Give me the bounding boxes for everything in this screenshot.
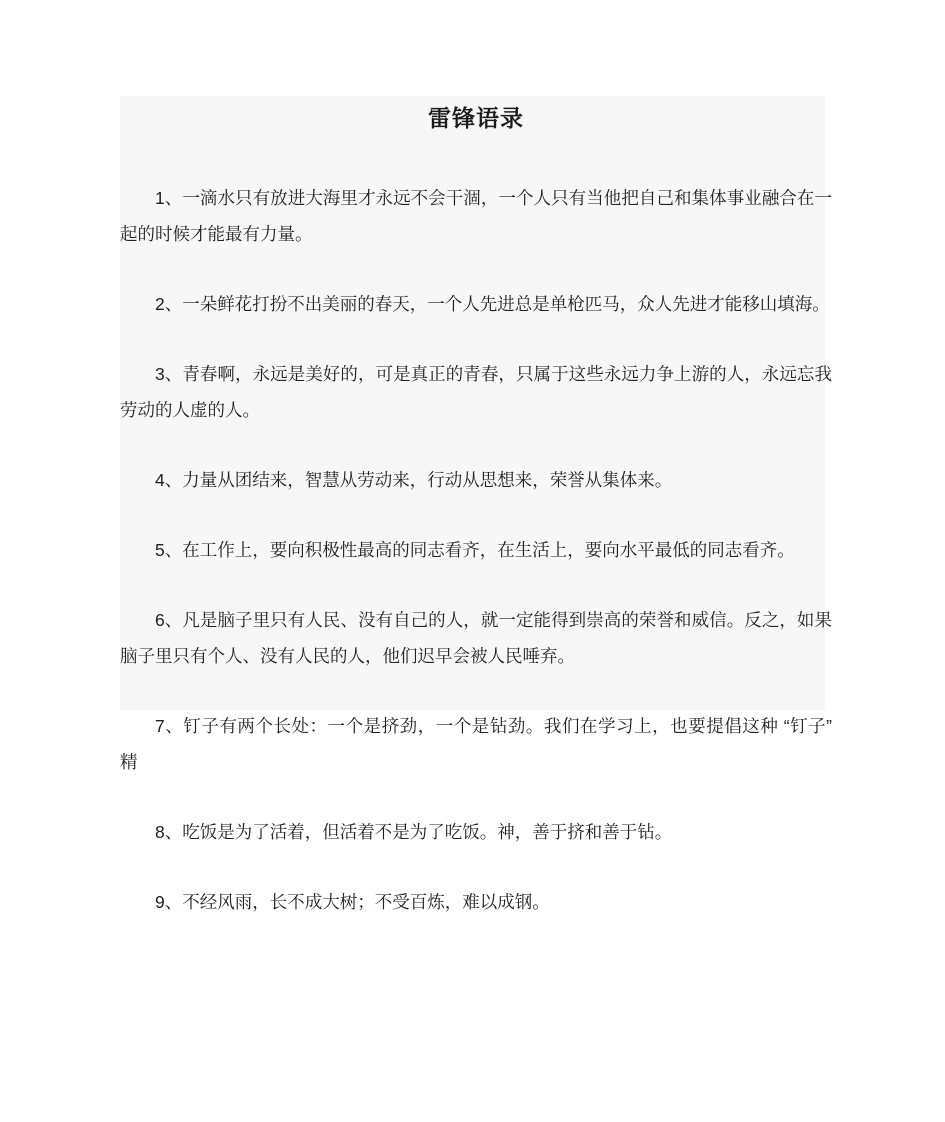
quote-paragraph-5: 5、在工作上，要向积极性最高的同志看齐，在生活上，要向水平最低的同志看齐。 [155, 540, 795, 560]
quote-paragraph-8: 8、吃饭是为了活着，但活着不是为了吃饭。神，善于挤和善于钻。 [155, 822, 673, 842]
document-content [120, 96, 832, 920]
quote-paragraph-4: 4、力量从团结来，智慧从劳动来，行动从思想来，荣誉从集体来。 [155, 470, 673, 490]
document-title: 雷锋语录 [428, 105, 524, 131]
quote-paragraph-2: 2、一朵鲜花打扮不出美丽的春天，一个人先进总是单枪匹马，众人先进才能移山填海。 [155, 294, 830, 314]
quote-paragraph-7: 7、钉子有两个长处：一个是挤劲，一个是钻劲。我们在学习上，也要提倡这种 “钉子” 精 [120, 716, 832, 772]
quote-paragraph-3: 3、青春啊，永远是美好的，可是真正的青春，只属于这些永远力争上游的人，永远忘我劳动的人虚的人。 [120, 364, 832, 420]
quote-paragraph-6: 6、凡是脑子里只有人民、没有自己的人，就一定能得到崇高的荣誉和威信。反之，如果脑子里只有个人、没有人民的人，他们迟早会被人民唾弃。 [120, 610, 832, 666]
quote-paragraph-9: 9、不经风雨，长不成大树；不受百炼，难以成钢。 [155, 892, 550, 912]
quote-paragraph-1: 1、一滴水只有放进大海里才永远不会干涸，一个人只有当他把自己和集体事业融合在一起的时候才能最有力量。 [120, 188, 832, 244]
